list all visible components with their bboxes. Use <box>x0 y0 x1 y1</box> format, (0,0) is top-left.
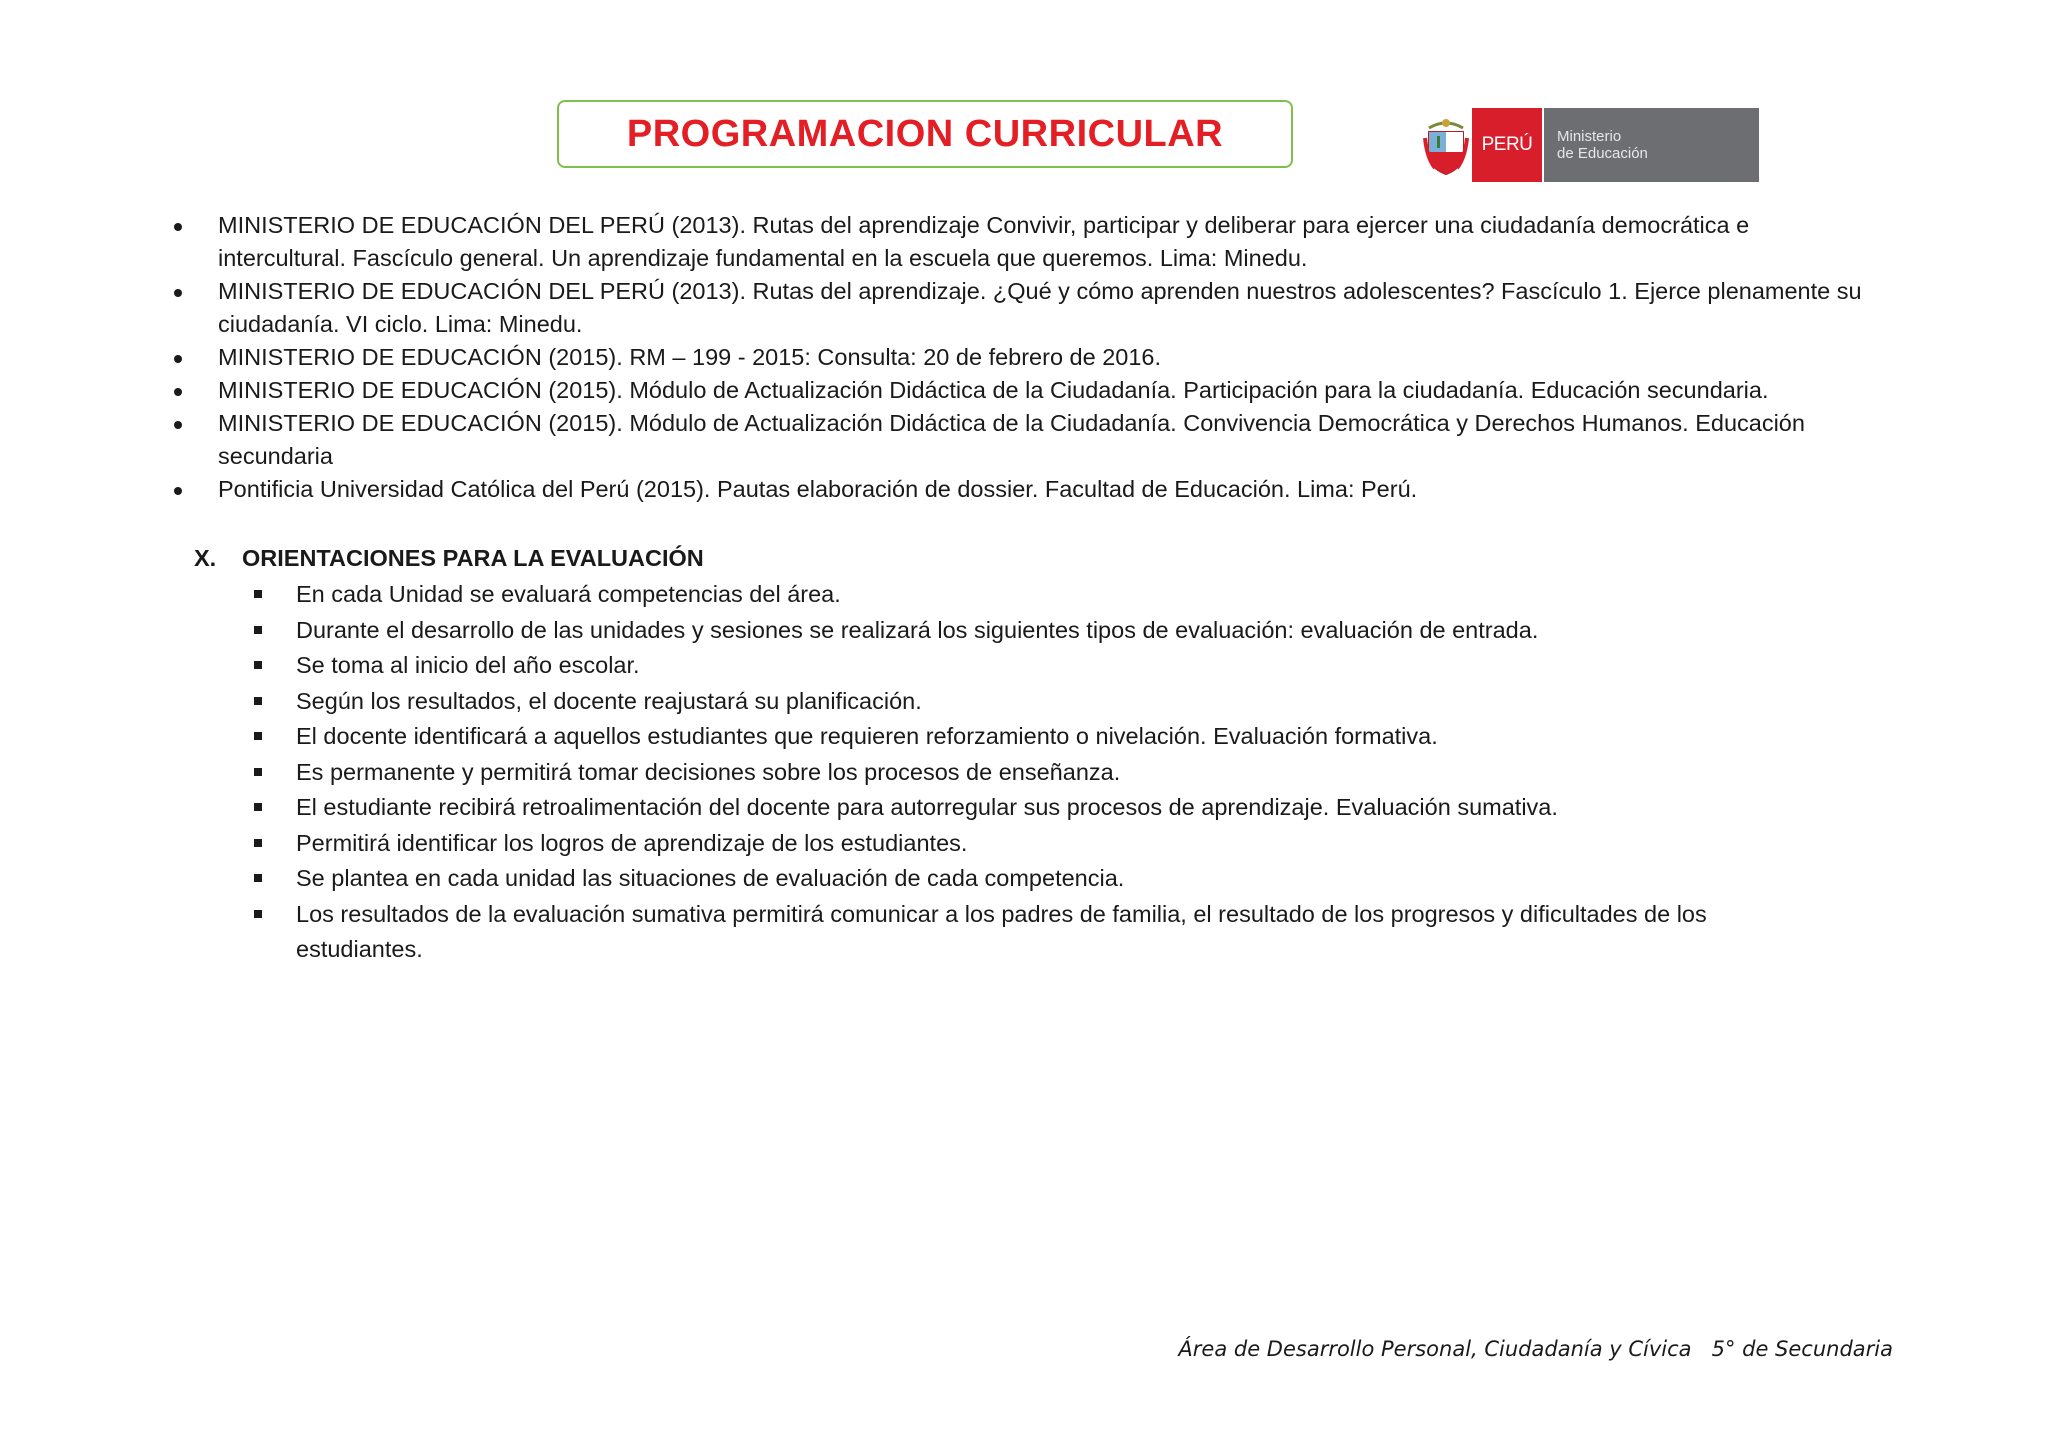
evaluation-item <box>252 684 1812 720</box>
page-title: PROGRAMACION CURRICULAR <box>626 112 1224 155</box>
evaluation-text: Se plantea en cada unidad las situaciones de evaluación de cada competencia. <box>296 865 1125 891</box>
ministry-logo <box>1420 108 1759 182</box>
reference-text: MINISTERIO DE EDUCACIÓN DEL PERÚ (2013). Rutas del aprendizaje Convivir, participar y deliberar para ejercer una ciudadanía democrática e intercultural. Fascículo general. Un aprendizaje fundamental en la escuela que queremos. Lima: Minedu. <box>218 212 1750 271</box>
evaluation-text: Los resultados de la evaluación sumativa permitirá comunicar a los padres de familia, el resultado de los progresos y dificultades de los estudiantes. <box>296 900 1707 962</box>
evaluation-item <box>252 897 1812 968</box>
footer-area: Área de Desarrollo Personal, Ciudadanía y Cívica <box>1178 1337 1692 1361</box>
evaluation-text: Se toma al inicio del año escolar. <box>296 652 640 678</box>
evaluation-text: Permitirá identificar los logros de aprendizaje de los estudiantes. <box>296 829 968 856</box>
square-bullet-icon <box>254 590 262 598</box>
evaluation-text: En cada Unidad se evaluará competencias del área. <box>296 581 841 607</box>
page-footer <box>1178 1337 1893 1361</box>
bullet-icon <box>174 487 182 495</box>
reference-text: MINISTERIO DE EDUCACIÓN (2015). Módulo de Actualización Didáctica de la Ciudadanía. Participación para la ciudadanía. Educación secundaria. <box>218 377 1769 403</box>
square-bullet-icon <box>254 874 262 882</box>
footer-grade: 5° de Secundaria <box>1711 1337 1893 1361</box>
reference-item <box>170 407 1880 473</box>
evaluation-text: Durante el desarrollo de las unidades y sesiones se realizará los siguientes tipos de evaluación: evaluación de entrada. <box>296 616 1539 643</box>
bullet-icon <box>174 388 182 396</box>
square-bullet-icon <box>254 697 262 705</box>
evaluation-text: El estudiante recibirá retroalimentación del docente para autorregular sus procesos de aprendizaje. Evaluación sumativa. <box>296 794 1558 820</box>
peru-coat-of-arms-icon <box>1420 108 1472 182</box>
square-bullet-icon <box>254 626 262 634</box>
square-bullet-icon <box>254 839 262 847</box>
evaluation-item <box>252 648 1812 684</box>
reference-item <box>170 374 1880 407</box>
reference-item <box>170 209 1880 275</box>
evaluation-item <box>252 577 1812 613</box>
evaluation-item <box>252 719 1812 755</box>
reference-text: MINISTERIO DE EDUCACIÓN (2015). Módulo de Actualización Didáctica de la Ciudadanía. Convivencia Democrática y Derechos Humanos. Educación secundaria <box>218 410 1805 469</box>
reference-text: MINISTERIO DE EDUCACIÓN DEL PERÚ (2013). Rutas del aprendizaje. ¿Qué y cómo aprenden nuestros adolescentes? Fascículo 1. Ejerce plenamente su ciudadanía. VI ciclo. Lima: Minedu. <box>218 278 1862 337</box>
reference-text: Pontificia Universidad Católica del Perú (2015). Pautas elaboración de dossier. Facultad de Educación. Lima: Perú. <box>218 476 1418 502</box>
section-number: X. <box>194 545 217 571</box>
reference-item <box>170 341 1880 374</box>
evaluation-item <box>252 755 1812 791</box>
page-title-box <box>557 100 1293 168</box>
reference-item <box>170 473 1880 506</box>
square-bullet-icon <box>254 732 262 740</box>
references-list <box>170 209 1880 506</box>
evaluation-text: El docente identificará a aquellos estudiantes que requieren reforzamiento o nivelación. Evaluación formativa. <box>296 723 1438 749</box>
bullet-icon <box>174 289 182 297</box>
evaluation-item <box>252 826 1812 862</box>
reference-text: MINISTERIO DE EDUCACIÓN (2015). RM – 199 - 2015: Consulta: 20 de febrero de 2016. <box>218 344 1162 370</box>
peru-label: PERÚ <box>1472 108 1542 182</box>
evaluation-item <box>252 790 1812 826</box>
square-bullet-icon <box>254 910 262 918</box>
evaluation-text: Es permanente y permitirá tomar decisiones sobre los procesos de enseñanza. <box>296 758 1121 785</box>
evaluation-list <box>252 577 1812 968</box>
square-bullet-icon <box>254 768 262 776</box>
section-heading <box>194 542 704 575</box>
square-bullet-icon <box>254 803 262 811</box>
bullet-icon <box>174 421 182 429</box>
ministry-line-1: Ministerio <box>1557 128 1622 145</box>
bullet-icon <box>174 223 182 231</box>
evaluation-item <box>252 613 1812 649</box>
evaluation-item <box>252 861 1812 897</box>
bullet-icon <box>174 355 182 363</box>
evaluation-text: Según los resultados, el docente reajustará su planificación. <box>296 687 922 714</box>
section-title: ORIENTACIONES PARA LA EVALUACIÓN <box>242 545 704 571</box>
reference-item <box>170 275 1880 341</box>
square-bullet-icon <box>254 661 262 669</box>
ministry-line-2: de Educación <box>1557 145 1648 162</box>
ministry-name <box>1542 108 1759 182</box>
